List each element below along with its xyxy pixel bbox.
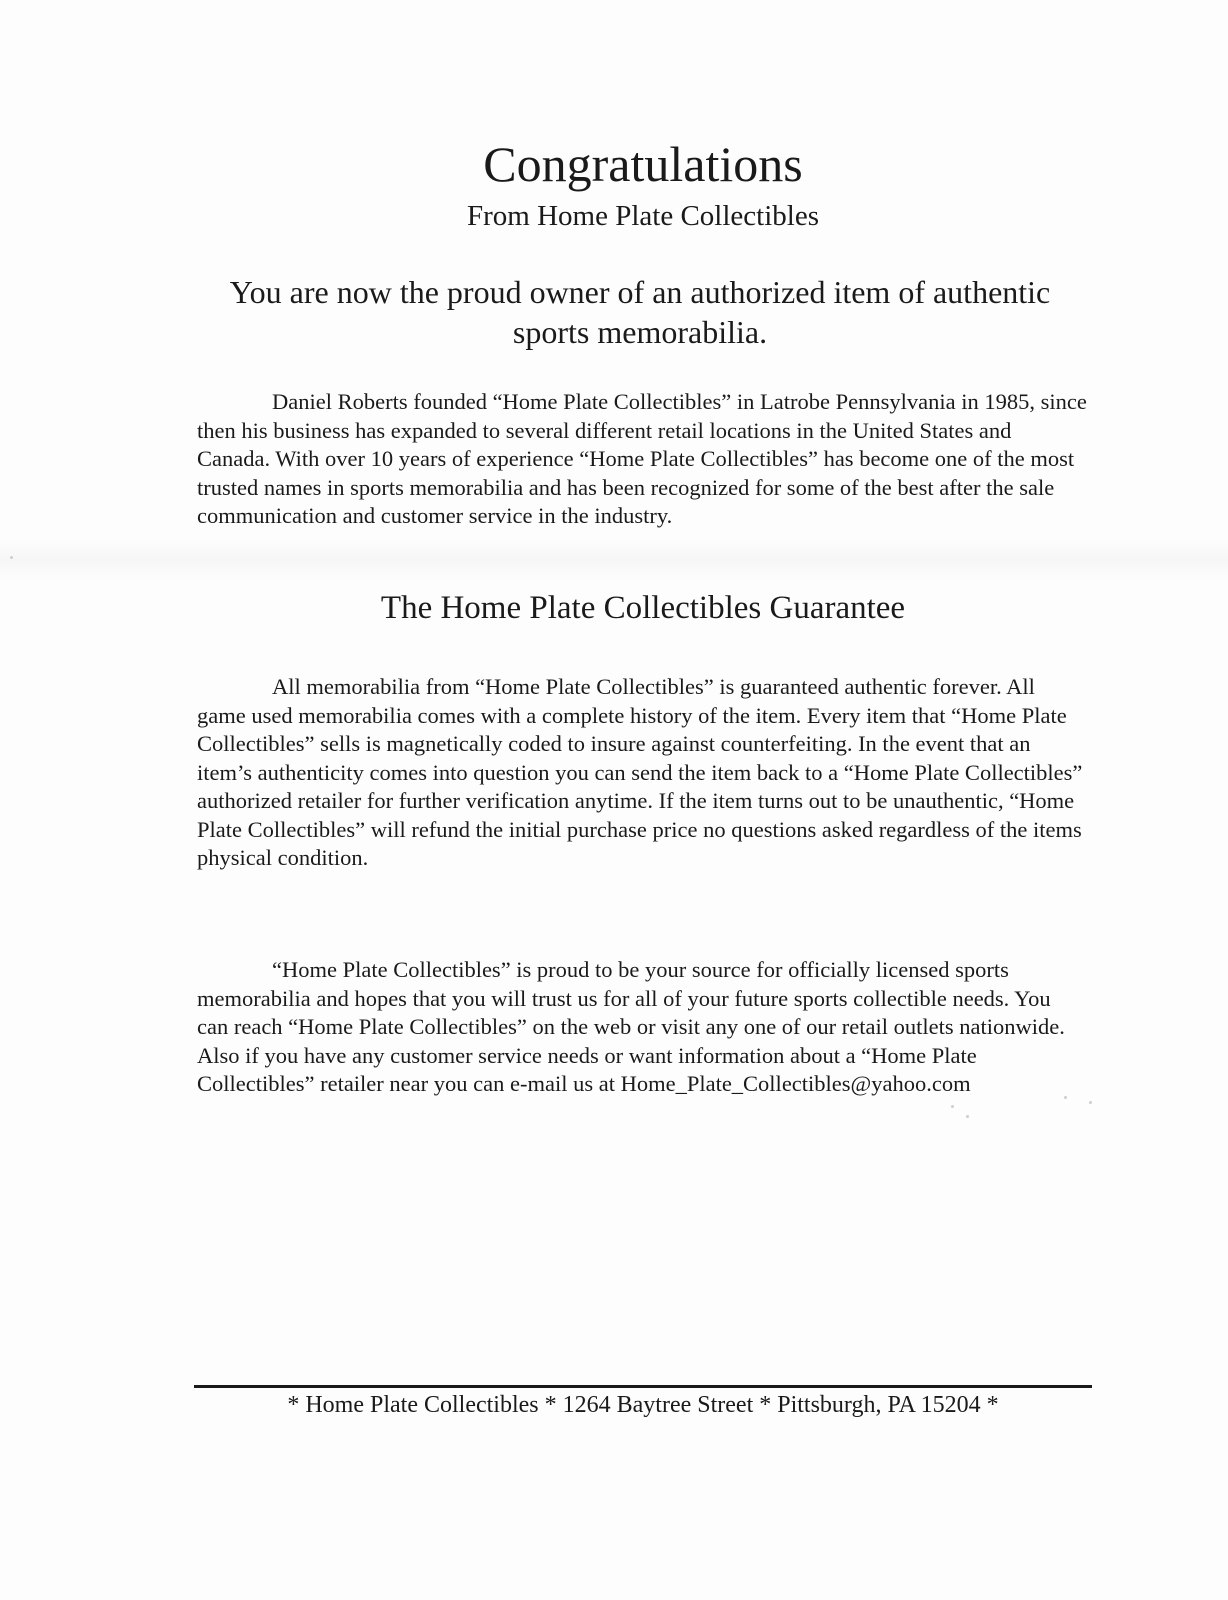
scan-speck	[1089, 1101, 1092, 1104]
scan-speck	[10, 556, 13, 559]
contact-paragraph	[197, 956, 1087, 1099]
footer-divider	[194, 1385, 1092, 1388]
scan-speck	[951, 1105, 954, 1108]
guarantee-heading: The Home Plate Collectibles Guarantee	[380, 590, 906, 626]
scan-speck	[1064, 1096, 1067, 1099]
contact-email: Home_Plate_Collectibles@yahoo.com	[620, 1071, 971, 1096]
guarantee-paragraph: All memorabilia from “Home Plate Collectibles” is guaranteed authentic forever. All game used memorabilia comes with a complete history of the item. Every item that “Home Plate Collectibles” sells is magnetically coded to insure against counterfeiting. In the event that an item’s authenticity comes into question you can send the item back to a “Home Plate Collectibles” authorized retailer for further verification anytime. If the item turns out to be unauthentic, “Home Plate Collectibles” will refund the initial purchase price no questions asked regardless of the items physical condition.	[197, 674, 1083, 870]
contact-paragraph-text: “Home Plate Collectibles” is proud to be your source for officially licensed sports memorabilia and hopes that you will trust us for all of your future sports collectible needs. You can reach “Home Plate Collectibles” on the web or visit any one of our retail outlets nationwide. Also if you have any customer service needs or want information about a “Home Plate Collectibles” retailer near you can e-mail us at	[197, 957, 1065, 1096]
page-title: Congratulations	[483, 136, 803, 192]
company-history-paragraph: Daniel Roberts founded “Home Plate Collectibles” in Latrobe Pennsylvania in 1985, since then his business has expanded to several different retail locations in the United States and Canada. With over 10 years of experience “Home Plate Collectibles” has become one of the most trusted names in sports memorabilia and has been recognized for some of the best after the sale communication and customer service in the industry.	[197, 389, 1087, 528]
intro-statement: You are now the proud owner of an authorized item of authentic sports memorabilia.	[229, 274, 1051, 350]
scan-artifact-band	[0, 540, 1228, 580]
scan-speck	[966, 1115, 969, 1118]
page-subtitle: From Home Plate Collectibles	[467, 200, 819, 232]
footer-address: * Home Plate Collectibles * 1264 Baytree Street * Pittsburgh, PA 15204 *	[287, 1392, 999, 1418]
